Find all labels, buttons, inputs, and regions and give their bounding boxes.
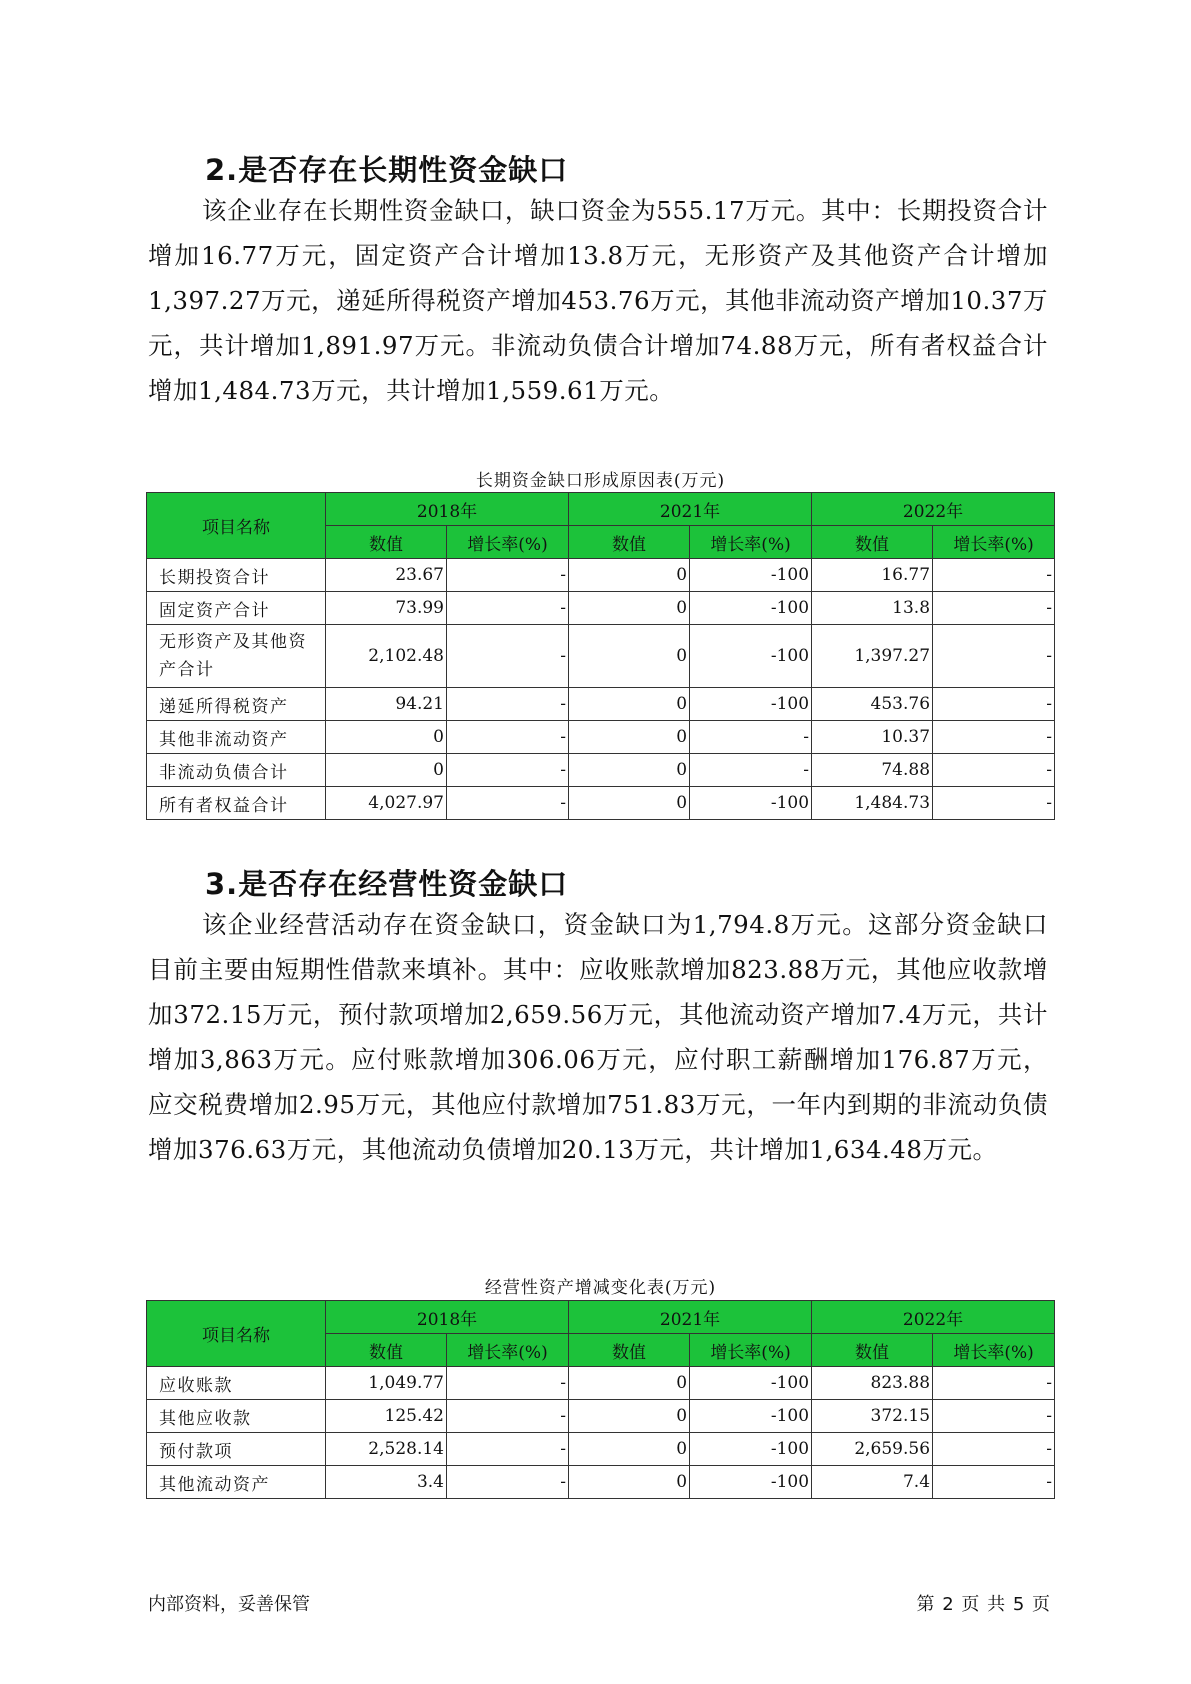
table-row bbox=[147, 625, 1055, 688]
cell-value: 0 bbox=[569, 688, 690, 721]
table-2-caption: 经营性资产增减变化表(万元) bbox=[484, 1278, 717, 1298]
table-row bbox=[147, 787, 1055, 820]
cell-value: 453.76 bbox=[812, 688, 933, 721]
header-value: 数值 bbox=[326, 1334, 447, 1367]
table-row bbox=[147, 592, 1055, 625]
table-row bbox=[147, 1400, 1055, 1433]
header-growth: 增长率(%) bbox=[447, 526, 569, 559]
cell-value: 0 bbox=[569, 787, 690, 820]
cell-growth: - bbox=[933, 721, 1055, 754]
cell-value: 2,102.48 bbox=[326, 625, 447, 688]
cell-growth: -100 bbox=[690, 1400, 812, 1433]
cell-value: 0 bbox=[569, 1367, 690, 1400]
header-growth: 增长率(%) bbox=[690, 1334, 812, 1367]
row-item-name: 非流动负债合计 bbox=[147, 754, 326, 787]
cell-growth: - bbox=[933, 559, 1055, 592]
header-year-2021: 2021年 bbox=[569, 1301, 812, 1334]
cell-value: 0 bbox=[569, 592, 690, 625]
cell-growth: - bbox=[933, 592, 1055, 625]
cell-growth: - bbox=[933, 625, 1055, 688]
cell-value: 23.67 bbox=[326, 559, 447, 592]
row-item-name: 其他应收款 bbox=[147, 1400, 326, 1433]
cell-growth: -100 bbox=[690, 625, 812, 688]
row-item-name: 无形资产及其他资产合计 bbox=[147, 625, 326, 688]
cell-value: 16.77 bbox=[812, 559, 933, 592]
table-header bbox=[147, 493, 1055, 559]
cell-value: 0 bbox=[326, 721, 447, 754]
header-value: 数值 bbox=[812, 526, 933, 559]
cell-value: 0 bbox=[326, 754, 447, 787]
row-item-name: 所有者权益合计 bbox=[147, 787, 326, 820]
cell-growth: - bbox=[447, 1433, 569, 1466]
cell-growth: - bbox=[933, 1433, 1055, 1466]
header-growth: 增长率(%) bbox=[447, 1334, 569, 1367]
cell-value: 74.88 bbox=[812, 754, 933, 787]
cell-value: 94.21 bbox=[326, 688, 447, 721]
cell-growth: - bbox=[690, 754, 812, 787]
cell-value: 0 bbox=[569, 625, 690, 688]
cell-growth: -100 bbox=[690, 688, 812, 721]
section-2-paragraph: 该企业存在长期性资金缺口，缺口资金为555.17万元。其中：长期投资合计增加16.77万元，固定资产合计增加13.8万元，无形资产及其他资产合计增加1,397.27万元，递延所得税资产增加453.76万元，其他非流动资产增加10.37万元，共计增加1,891.97万元。非流动负债合计增加74.88万元，所有者权益合计增加1,484.73万元，共计增加1,559.61万元。 bbox=[148, 196, 1048, 405]
cell-value: 1,049.77 bbox=[326, 1367, 447, 1400]
cell-value: 0 bbox=[569, 1466, 690, 1499]
table-row bbox=[147, 721, 1055, 754]
header-year-2018: 2018年 bbox=[326, 493, 569, 526]
row-item-name: 长期投资合计 bbox=[147, 559, 326, 592]
cell-growth: - bbox=[447, 592, 569, 625]
cell-value: 4,027.97 bbox=[326, 787, 447, 820]
cell-growth: - bbox=[933, 1400, 1055, 1433]
header-value: 数值 bbox=[326, 526, 447, 559]
cell-value: 0 bbox=[569, 1400, 690, 1433]
cell-growth: - bbox=[447, 1466, 569, 1499]
cell-value: 823.88 bbox=[812, 1367, 933, 1400]
cell-value: 125.42 bbox=[326, 1400, 447, 1433]
header-item-name: 项目名称 bbox=[147, 493, 326, 559]
row-item-name: 其他非流动资产 bbox=[147, 721, 326, 754]
cell-growth: -100 bbox=[690, 592, 812, 625]
footer-page-number: 第 2 页 共 5 页 bbox=[916, 1594, 1051, 1615]
header-value: 数值 bbox=[569, 1334, 690, 1367]
header-growth: 增长率(%) bbox=[690, 526, 812, 559]
cell-value: 372.15 bbox=[812, 1400, 933, 1433]
table-header bbox=[147, 1301, 1055, 1367]
row-item-name: 固定资产合计 bbox=[147, 592, 326, 625]
cell-value: 3.4 bbox=[326, 1466, 447, 1499]
footer-confidential-note: 内部资料，妥善保管 bbox=[148, 1594, 310, 1615]
cell-value: 1,484.73 bbox=[812, 787, 933, 820]
cell-growth: -100 bbox=[690, 559, 812, 592]
header-year-2021: 2021年 bbox=[569, 493, 812, 526]
table-row bbox=[147, 559, 1055, 592]
cell-value: 2,528.14 bbox=[326, 1433, 447, 1466]
section-3-paragraph: 该企业经营活动存在资金缺口，资金缺口为1,794.8万元。这部分资金缺口目前主要由短期性借款来填补。其中：应收账款增加823.88万元，其他应收款增加372.15万元，预付款项增加2,659.56万元，其他流动资产增加7.4万元，共计增加3,863万元。应付账款增加306.06万元，应付职工薪酬增加176.87万元，应交税费增加2.95万元，其他应付款增加751.83万元，一年内到期的非流动负债增加376.63万元，其他流动负债增加20.13万元，共计增加1,634.48万元。 bbox=[148, 910, 1048, 1164]
row-item-name: 应收账款 bbox=[147, 1367, 326, 1400]
cell-value: 0 bbox=[569, 559, 690, 592]
table-row bbox=[147, 1466, 1055, 1499]
cell-growth: - bbox=[933, 754, 1055, 787]
cell-growth: - bbox=[690, 721, 812, 754]
table-row bbox=[147, 1367, 1055, 1400]
cell-value: 0 bbox=[569, 721, 690, 754]
cell-growth: - bbox=[447, 1400, 569, 1433]
cell-value: 0 bbox=[569, 1433, 690, 1466]
cell-value: 10.37 bbox=[812, 721, 933, 754]
header-growth: 增长率(%) bbox=[933, 526, 1055, 559]
cell-value: 1,397.27 bbox=[812, 625, 933, 688]
table-1-caption: 长期资金缺口形成原因表(万元) bbox=[475, 471, 726, 491]
cell-growth: - bbox=[447, 1367, 569, 1400]
cell-value: 7.4 bbox=[812, 1466, 933, 1499]
header-value: 数值 bbox=[569, 526, 690, 559]
cell-value: 0 bbox=[569, 754, 690, 787]
header-year-2022: 2022年 bbox=[812, 1301, 1055, 1334]
cell-growth: -100 bbox=[690, 1433, 812, 1466]
header-year-2018: 2018年 bbox=[326, 1301, 569, 1334]
row-item-name: 预付款项 bbox=[147, 1433, 326, 1466]
table-row bbox=[147, 1433, 1055, 1466]
cell-value: 73.99 bbox=[326, 592, 447, 625]
row-item-name: 其他流动资产 bbox=[147, 1466, 326, 1499]
cell-growth: - bbox=[447, 754, 569, 787]
table-row bbox=[147, 688, 1055, 721]
header-item-name: 项目名称 bbox=[147, 1301, 326, 1367]
cell-growth: - bbox=[447, 688, 569, 721]
cell-growth: - bbox=[933, 688, 1055, 721]
cell-growth: - bbox=[933, 1466, 1055, 1499]
operating-assets-table bbox=[146, 1300, 1055, 1499]
long-term-gap-table bbox=[146, 492, 1055, 820]
section-2-heading: 2.是否存在长期性资金缺口 bbox=[205, 153, 569, 187]
table-row bbox=[147, 754, 1055, 787]
header-year-2022: 2022年 bbox=[812, 493, 1055, 526]
cell-value: 13.8 bbox=[812, 592, 933, 625]
cell-growth: -100 bbox=[690, 1466, 812, 1499]
table-1-body bbox=[147, 559, 1055, 820]
cell-growth: - bbox=[447, 559, 569, 592]
table-2-body bbox=[147, 1367, 1055, 1499]
cell-growth: - bbox=[447, 787, 569, 820]
cell-growth: - bbox=[447, 625, 569, 688]
cell-growth: - bbox=[933, 1367, 1055, 1400]
section-3-heading: 3.是否存在经营性资金缺口 bbox=[205, 867, 569, 901]
row-item-name: 递延所得税资产 bbox=[147, 688, 326, 721]
cell-value: 2,659.56 bbox=[812, 1433, 933, 1466]
cell-growth: - bbox=[933, 787, 1055, 820]
cell-growth: - bbox=[447, 721, 569, 754]
cell-growth: -100 bbox=[690, 1367, 812, 1400]
header-growth: 增长率(%) bbox=[933, 1334, 1055, 1367]
header-value: 数值 bbox=[812, 1334, 933, 1367]
cell-growth: -100 bbox=[690, 787, 812, 820]
